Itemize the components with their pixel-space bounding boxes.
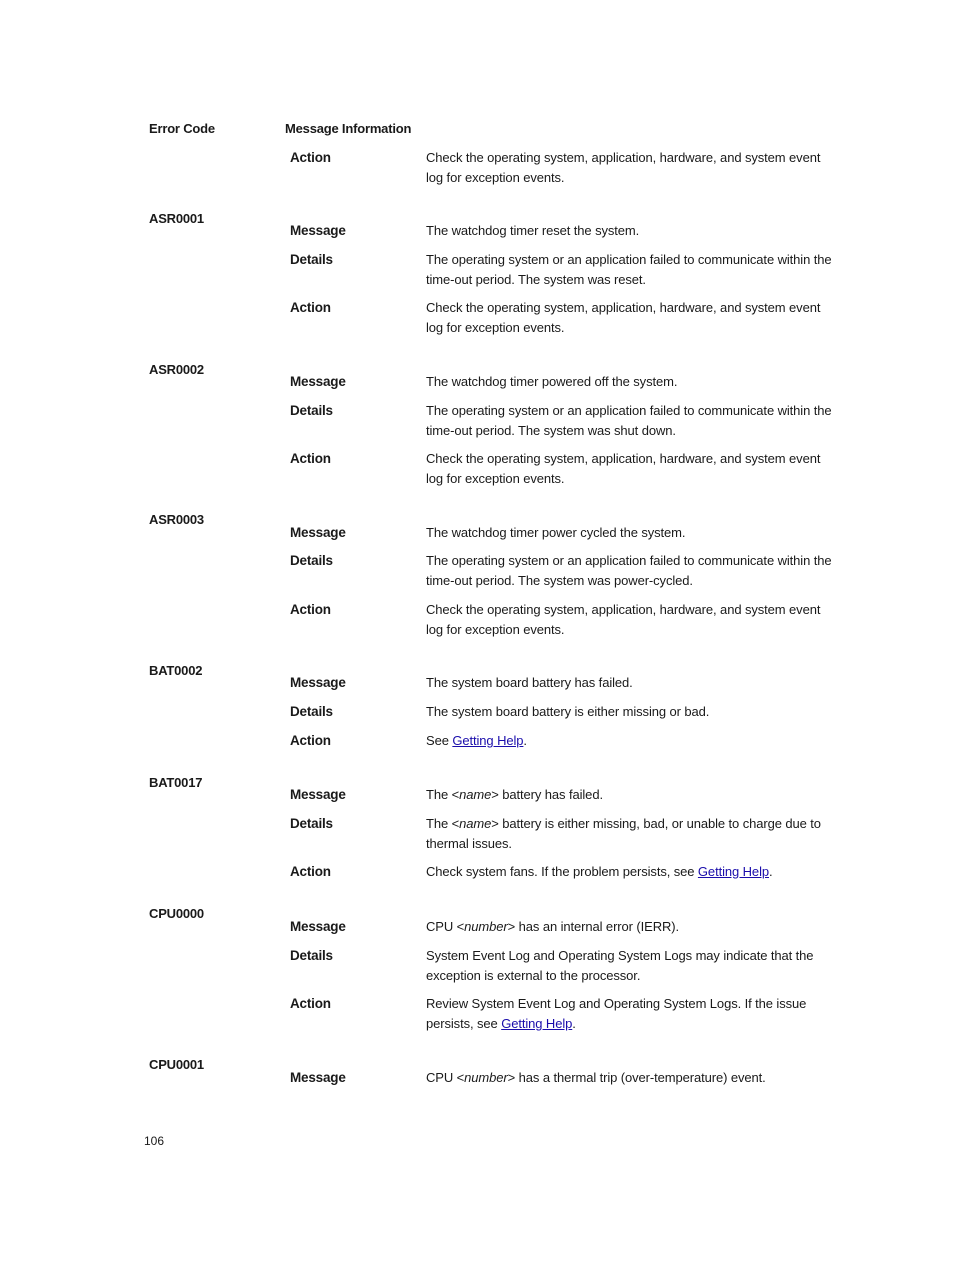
getting-help-link[interactable]: Getting Help <box>452 733 524 748</box>
row-text: The system board battery has failed. <box>426 675 633 690</box>
row-text: CPU <number> has a thermal trip (over-temperature) event. <box>426 1070 766 1085</box>
row-label: Details <box>290 403 333 418</box>
row-text: CPU <number> has an internal error (IERR). <box>426 919 680 934</box>
row-text: The operating system or an application failed to communicate within the time-out period. The system was shut down. <box>426 403 832 438</box>
row-label: Action <box>290 996 331 1011</box>
row-label: Details <box>290 816 333 831</box>
row-label: Action <box>290 733 331 748</box>
error-code: CPU0000 <box>149 906 204 921</box>
row-label: Action <box>290 150 331 165</box>
error-code: ASR0002 <box>149 362 204 377</box>
row-label: Details <box>290 553 333 568</box>
row-text: The watchdog timer powered off the system. <box>426 374 678 389</box>
row-label: Message <box>290 1070 346 1085</box>
row-text: Check the operating system, application, hardware, and system event log for exception events. <box>426 150 821 185</box>
error-code: ASR0001 <box>149 211 204 226</box>
error-code: CPU0001 <box>149 1057 204 1072</box>
row-label: Details <box>290 704 333 719</box>
row-label: Action <box>290 602 331 617</box>
row-text: The operating system or an application failed to communicate within the time-out period. The system was reset. <box>426 252 832 287</box>
row-label: Action <box>290 864 331 879</box>
row-text: Check the operating system, application, hardware, and system event log for exception events. <box>426 300 821 335</box>
row-label: Details <box>290 948 333 963</box>
row-label: Message <box>290 374 346 389</box>
row-label: Message <box>290 223 346 238</box>
row-label: Details <box>290 252 333 267</box>
row-text: The watchdog timer power cycled the system. <box>426 525 686 540</box>
row-label: Message <box>290 675 346 690</box>
row-text: The watchdog timer reset the system. <box>426 223 640 238</box>
row-text: Check the operating system, application, hardware, and system event log for exception events. <box>426 451 821 486</box>
page-number: 106 <box>144 1134 165 1148</box>
row-label: Action <box>290 451 331 466</box>
getting-help-link[interactable]: Getting Help <box>501 1016 573 1031</box>
row-label: Message <box>290 525 346 540</box>
error-code: BAT0017 <box>149 775 203 790</box>
header-message-information: Message Information <box>285 121 412 136</box>
row-text: The <name> battery is either missing, bad, or unable to charge due to thermal issues. <box>426 816 821 851</box>
row-text: The system board battery is either missing or bad. <box>426 704 710 719</box>
row-text: System Event Log and Operating System Logs may indicate that the exception is external to the processor. <box>426 948 814 983</box>
row-text: The operating system or an application failed to communicate within the time-out period. The system was power-cycled. <box>426 553 832 588</box>
getting-help-link[interactable]: Getting Help <box>697 864 769 879</box>
row-text: Review System Event Log and Operating System Logs. If the issue persists, see Getting Help. <box>426 996 807 1031</box>
row-text: Check system fans. If the problem persists, see Getting Help. <box>426 864 773 879</box>
error-code: BAT0002 <box>149 663 203 678</box>
row-label: Message <box>290 919 346 934</box>
row-text: Check the operating system, application, hardware, and system event log for exception events. <box>426 602 821 637</box>
error-code: ASR0003 <box>149 512 204 527</box>
row-text: See Getting Help. <box>426 733 527 748</box>
row-text: The <name> battery has failed. <box>426 787 603 802</box>
row-label: Message <box>290 787 346 802</box>
header-error-code: Error Code <box>149 121 215 136</box>
row-label: Action <box>290 300 331 315</box>
